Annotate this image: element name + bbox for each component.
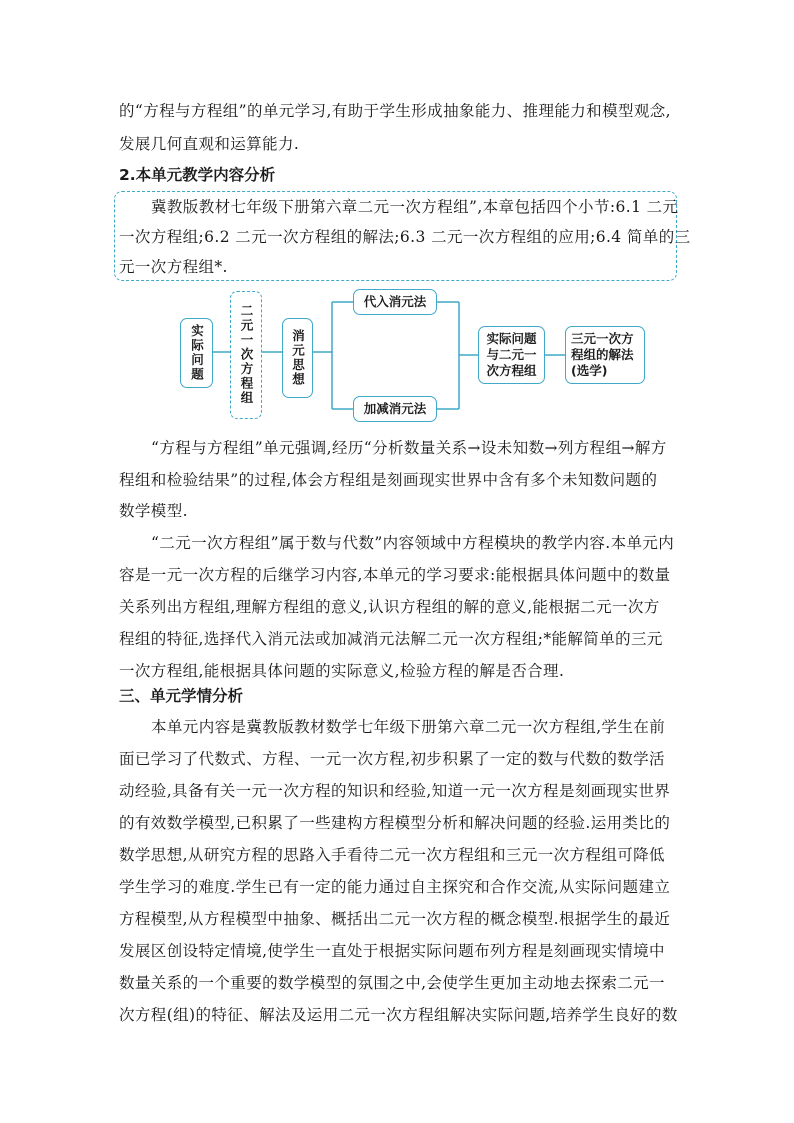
text-line: 的“方程与方程组”的单元学习,有助于学生形成抽象能力、推理能力和模型观念, <box>119 102 672 120</box>
text-line: 元一次方程组*. <box>119 258 228 276</box>
node-three-variable: 三元一次方程组的解法(选学) <box>565 326 645 384</box>
section-heading: 三、单元学情分析 <box>119 687 244 705</box>
text-line: 的有效数学模型,已积累了一些建构方程模型分析和解决问题的经验.运用类比的 <box>119 814 671 832</box>
text-line: 一次方程组;6.2 二元一次方程组的解法;6.3 二元一次方程组的应用;6.4 简单的三 <box>119 228 691 246</box>
text-line: 程组和检验结果”的过程,体会方程组是刻画现实世界中含有多个未知数问题的 <box>119 471 658 489</box>
node-application: 实际问题与二元一次方程组 <box>478 326 545 384</box>
text-line: 面已学习了代数式、方程、一元一次方程,初步积累了一定的数与代数的数学活 <box>119 750 665 768</box>
text-line: “方程与方程组”单元强调,经历“分析数量关系→设未知数→列方程组→解方 <box>151 439 667 457</box>
node-substitution: 代入消元法 <box>353 289 437 315</box>
node-equation-system: 二元一次方程组 <box>230 291 262 419</box>
text-line: 学生学习的难度.学生已有一定的能力通过自主探究和合作交流,从实际问题建立 <box>119 878 671 896</box>
text-line: 方程模型,从方程模型中抽象、概括出二元一次方程的概念模型.根据学生的最近 <box>119 910 671 928</box>
text-line: 一次方程组,能根据具体问题的实际意义,检验方程的解是否合理. <box>119 662 565 680</box>
section-heading: 2.本单元教学内容分析 <box>119 166 276 184</box>
text-line: 数学模型. <box>119 502 188 520</box>
text-line: 程组的特征,选择代入消元法或加减消元法解二元一次方程组;*能解简单的三元 <box>119 630 663 648</box>
node-actual-problem: 实际问题 <box>180 318 213 388</box>
text-line: 数量关系的一个重要的数学模型的氛围之中,会使学生更加主动地去探索二元一 <box>119 974 665 992</box>
text-line: 动经验,具备有关一元一次方程的知识和经验,知道一元一次方程是刻画现实世界 <box>119 782 671 800</box>
text-line: 关系列出方程组,理解方程组的意义,认识方程组的解的意义,能根据二元一次方 <box>119 598 660 616</box>
text-line: 次方程(组)的特征、解法及运用二元一次方程组解决实际问题,培养学生良好的数 <box>119 1006 678 1024</box>
text-line: 发展区创设特定情境,使学生一直处于根据实际问题布列方程是刻画现实情境中 <box>119 942 665 960</box>
node-elimination-idea: 消元思想 <box>282 318 313 398</box>
node-addition-subtraction: 加减消元法 <box>353 396 437 422</box>
text-line: “二元一次方程组”属于数与代数”内容领域中方程模块的教学内容.本单元内 <box>151 534 675 552</box>
text-line: 冀教版教材七年级下册第六章二元一次方程组”,本章包括四个小节:6.1 二元 <box>151 198 679 216</box>
text-line: 数学思想,从研究方程的思路入手看待二元一次方程组和三元一次方程组可降低 <box>119 846 665 864</box>
text-line: 本单元内容是冀教版教材数学七年级下册第六章二元一次方程组,学生在前 <box>151 718 666 736</box>
text-line: 容是一元一次方程的后继学习内容,本单元的学习要求:能根据具体问题中的数量 <box>119 566 671 584</box>
text-line: 发展几何直观和运算能力. <box>119 135 300 153</box>
